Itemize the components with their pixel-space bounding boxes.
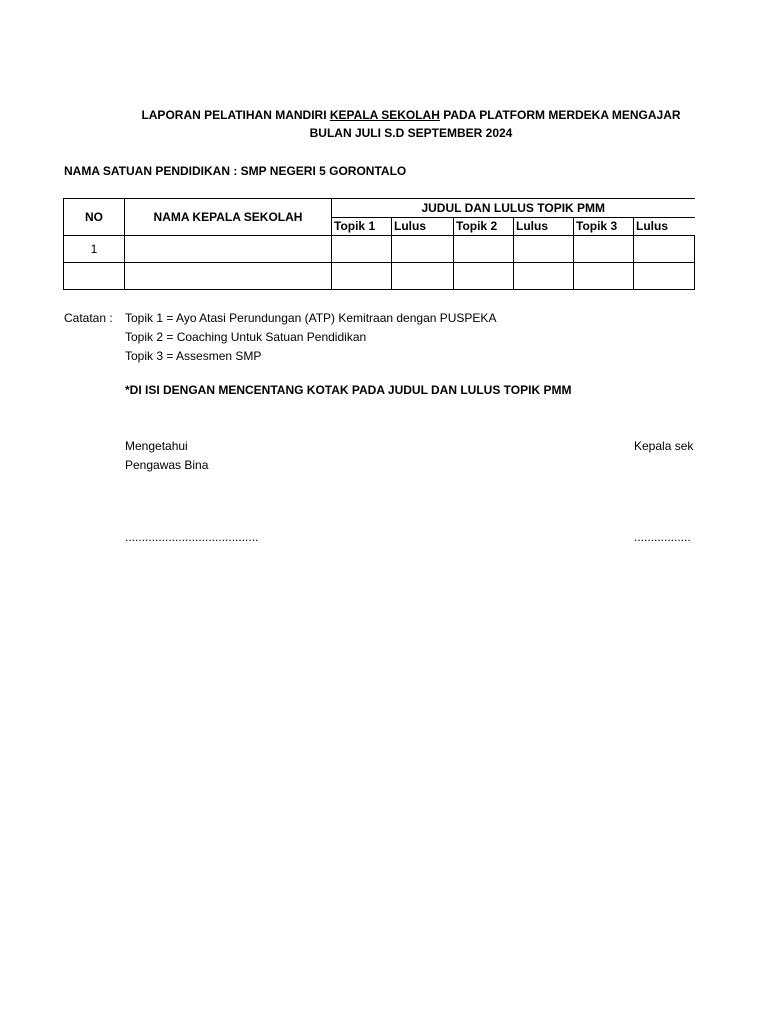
- row-cell-topic-1[interactable]: [332, 236, 392, 263]
- signature-right-dots: .................: [634, 530, 691, 544]
- note-topic-1: Topik 1 = Ayo Atasi Perundungan (ATP) Kemitraan dengan PUSPEKA: [125, 311, 497, 325]
- row-cell-pass-1[interactable]: [392, 263, 454, 290]
- row-cell-pass-3[interactable]: [634, 236, 695, 263]
- fill-instruction: *DI ISI DENGAN MENCENTANG KOTAK PADA JUDUL DAN LULUS TOPIK PMM: [125, 383, 572, 397]
- notes-list: [125, 309, 496, 366]
- signature-right-label: Kepala sek: [634, 439, 694, 453]
- row-cell-topic-2[interactable]: [454, 263, 514, 290]
- row-name-cell[interactable]: [125, 263, 332, 290]
- signature-left-dots: ........................................: [125, 530, 259, 544]
- subheader-topic-2: Topik 2: [454, 217, 514, 236]
- subheader-topic-3: Topik 3: [574, 217, 634, 236]
- row-cell-pass-2[interactable]: [514, 263, 574, 290]
- row-cell-pass-3[interactable]: [634, 263, 695, 290]
- row-cell-topic-3[interactable]: [574, 236, 634, 263]
- row-cell-pass-1[interactable]: [392, 236, 454, 263]
- subheader-pass-3: Lulus: [634, 217, 695, 236]
- subheader-pass-1: Lulus: [392, 217, 454, 236]
- report-title-line-2: BULAN JULI S.D SEPTEMBER 2024: [309, 126, 513, 140]
- table-row: [64, 236, 695, 263]
- title-part-1: LAPORAN PELATIHAN MANDIRI: [141, 108, 330, 122]
- row-number: [64, 263, 125, 290]
- subheader-topic-1: Topik 1: [332, 217, 392, 236]
- note-topic-3: Topik 3 = Assesmen SMP: [125, 349, 262, 363]
- school-name-line: NAMA SATUAN PENDIDIKAN : SMP NEGERI 5 GORONTALO: [64, 164, 407, 178]
- header-topic-group: JUDUL DAN LULUS TOPIK PMM: [332, 199, 695, 218]
- note-topic-2: Topik 2 = Coaching Untuk Satuan Pendidikan: [125, 330, 367, 344]
- training-table: [63, 198, 695, 290]
- row-cell-topic-1[interactable]: [332, 263, 392, 290]
- notes-label: Catatan :: [64, 311, 113, 325]
- header-principal-name: NAMA KEPALA SEKOLAH: [125, 199, 332, 236]
- report-title-line-1: [64, 108, 758, 122]
- subheader-pass-2: Lulus: [514, 217, 574, 236]
- title-underlined: KEPALA SEKOLAH: [329, 108, 440, 122]
- header-no: NO: [64, 199, 125, 236]
- signature-left-label-2: Pengawas Bina: [125, 458, 209, 472]
- row-name-cell[interactable]: [125, 236, 332, 263]
- row-cell-topic-2[interactable]: [454, 236, 514, 263]
- signature-left-label-1: Mengetahui: [125, 439, 188, 453]
- row-cell-topic-3[interactable]: [574, 263, 634, 290]
- row-cell-pass-2[interactable]: [514, 236, 574, 263]
- table-row: [64, 263, 695, 290]
- row-number: 1: [64, 236, 125, 263]
- title-part-2: PADA PLATFORM MERDEKA MENGAJAR: [439, 108, 681, 122]
